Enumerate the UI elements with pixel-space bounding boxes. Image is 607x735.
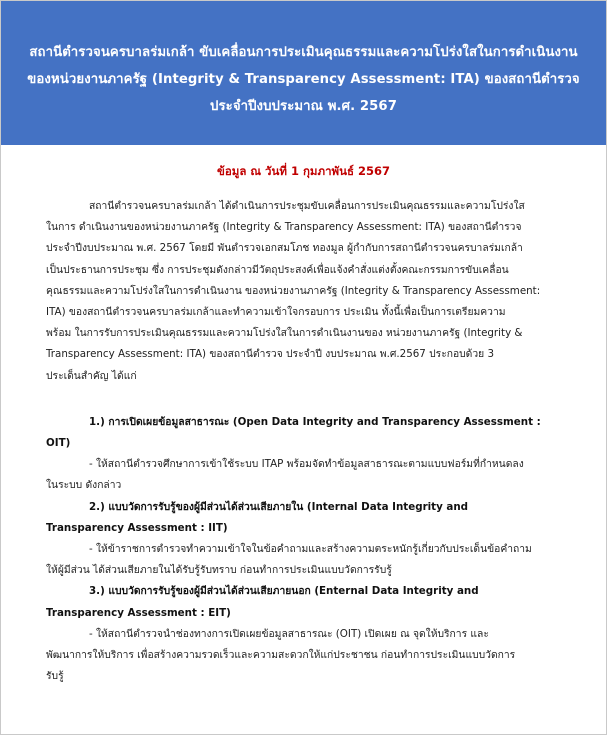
intro-line: ITA) ของสถานีตำรวจนครบาลร่มเกล้าและทำความเข้าใจกรอบการ ประเมิน ทั้งนี้เพื่อเป็นการเตรียมความ [46,306,506,319]
item-heading-oit-cont: OIT) [46,437,71,450]
intro-line: พร้อม ในการรับการประเมินคุณธรรมและความโปร่งใสในการดำเนินงานของ หน่วยงานภาครัฐ (Integrity & [46,327,523,340]
intro-line: Transparency Assessment: ITA) ของสถานีตำรวจ ประจำปี งบประมาณ พ.ศ.2567 ประกอบด้วย 3 [46,348,495,361]
intro-line: ในการ ดำเนินงานของหน่วยงานภาครัฐ (Integrity & Transparency Assessment: ITA) ของสถานีตำรวจ [46,221,522,234]
title-banner [1,1,606,145]
intro-line: ประเด็นสำคัญ ได้แก่ [46,369,137,382]
intro-line: คุณธรรมและความโปร่งใสในการดำเนินงาน ของหน่วยงานภาครัฐ (Integrity & Transparency Assessment: [46,284,541,297]
item-heading-iit: 2.) แบบวัดการรับรู้ของผู้มีส่วนได้ส่วนเสียภายใน (Internal Data Integrity and [89,500,469,513]
item-heading-eit-cont: Transparency Assessment : EIT) [46,606,231,619]
item-desc-eit-cont: พัฒนาการให้บริการ เพื่อสร้างความรวดเร็วและความสะดวกให้แก่ประชาชน ก่อนทำการประเมินแบบวัดการ [46,649,516,662]
title-line: สถานีตำรวจนครบาลร่มเกล้า ขับเคลื่อนการประเมินคุณธรรมและความโปร่งใสในการดำเนินงาน [29,45,578,60]
title-line: ของหน่วยงานภาครัฐ (Integrity & Transparency Assessment: ITA) ของสถานีตำรวจ [27,72,580,87]
item-heading-eit: 3.) แบบวัดการรับรู้ของผู้มีส่วนได้ส่วนเสียภายนอก (Enternal Data Integrity and [89,585,479,598]
item-desc-eit-cont: รับรู้ [46,670,64,683]
item-desc-oit: - ให้สถานีตำรวจศึกษาการเข้าใช้ระบบ ITAP พร้อมจัดทำข้อมูลสาธารณะตามแบบฟอร์มที่กำหนดลง [89,458,524,471]
item-desc-eit: - ให้สถานีตำรวจนำช่องทางการเปิดเผยข้อมูลสาธารณะ (OIT) เปิดเผย ณ จุดให้บริการ และ [89,627,489,640]
item-heading-iit-cont: Transparency Assessment : IIT) [46,521,228,534]
article-body [46,196,566,687]
item-desc-iit-cont: ให้ผู้มีส่วน ได้ส่วนเสียภายในได้รับรู้รับทราบ ก่อนทำการประเมินแบบวัดการรับรู้ [46,564,392,577]
intro-line: สถานีตำรวจนครบาลร่มเกล้า ได้ดำเนินการประชุมขับเคลื่อนการประเมินคุณธรรมและความโปร่งใส [89,200,525,212]
item-desc-oit-cont: ในระบบ ดังกล่าว [46,479,122,492]
item-heading-oit: 1.) การเปิดเผยข้อมูลสาธารณะ (Open Data Integrity and Transparency Assessment : [89,415,541,428]
intro-line: ประจำปีงบประมาณ พ.ศ. 2567 โดยมี พันตำรวจเอกสมโภช ทองมูล ผู้กำกับการสถานีตำรวจนครบาลร่มเกล้า [46,242,523,255]
item-desc-iit: - ให้ข้าราชการตำรวจทำความเข้าใจในข้อคำถามและสร้างความตระหนักรู้เกี่ยวกับประเด็นข้อคำถาม [89,543,532,556]
date-line: ข้อมูล ณ วันที่ 1 กุมภาพันธ์ 2567 [216,164,391,178]
title-line: ประจำปีงบประมาณ พ.ศ. 2567 [210,99,397,114]
intro-line: เป็นประธานการประชุม ซึ่ง การประชุมดังกล่าวมีวัตถุประสงค์เพื่อแจ้งคำสั่งแต่งตั้งคณะกรรมการขับเคลื่อน [46,263,509,276]
